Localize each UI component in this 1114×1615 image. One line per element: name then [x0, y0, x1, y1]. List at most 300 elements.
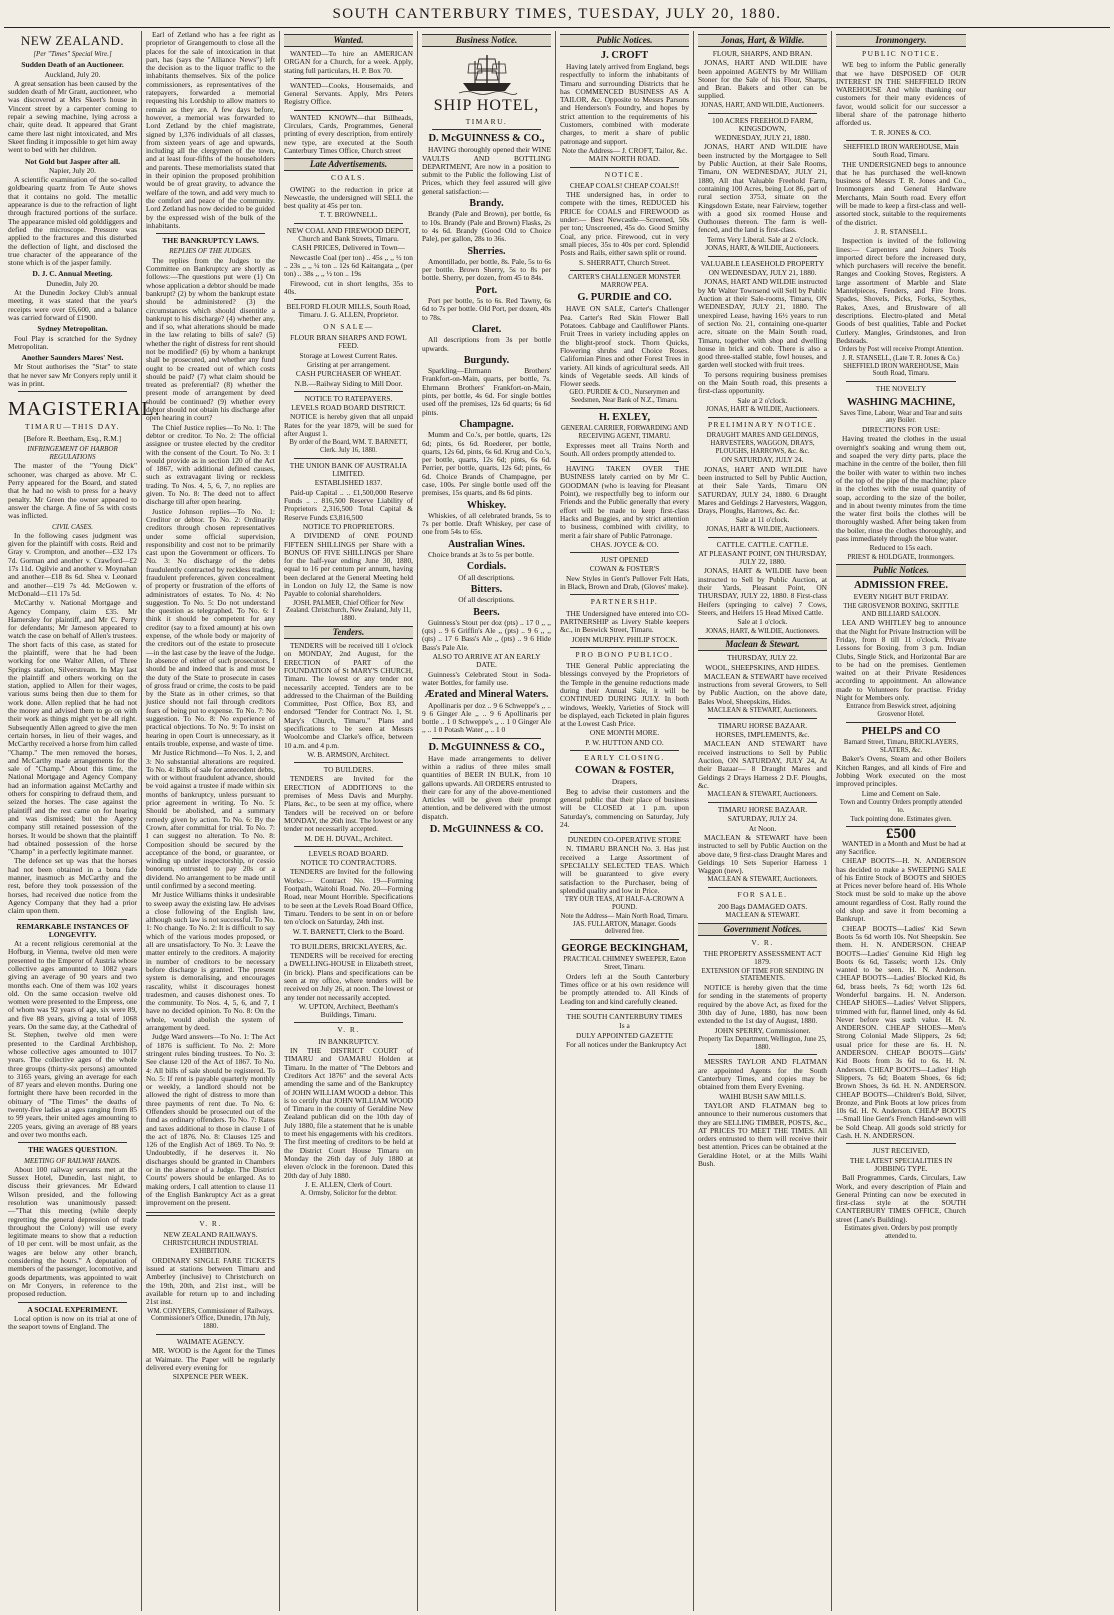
- divider: [708, 256, 817, 257]
- signature: PRIEST & HOLDGATE, Ironmongers.: [847, 553, 955, 561]
- ad-line: Town and Country Orders promptly attended to.: [839, 798, 963, 814]
- ad-items: FLOUR BRAN SHARPS AND FOWL FEED.: [290, 333, 407, 351]
- ad-subheading: THE GROSVENOR BOXING, SKITTLE AND BILLIARD SALOON.: [843, 602, 959, 618]
- ad-heading: CHEAP COALS! CHEAP COALS!!: [569, 180, 680, 190]
- heading-australian-wines: Australian Wines.: [448, 538, 525, 550]
- divider: [432, 129, 541, 130]
- divider: [708, 113, 817, 114]
- capital-list: Paid-up Capital .. .. £1,500,000 Reserve Funds .. .. 816,500 Reserve Liability of Proprietors 2,316,500 Total Capital & Reserve Funds £3,816,500: [284, 487, 413, 522]
- signature: JONAS, HART, AND WILDIE, Auctioneers.: [700, 101, 825, 109]
- divider: [708, 718, 817, 719]
- price-list: Newcastle Coal (per ton) .. 45s ,, ,, ½ ton .. 23s ,, ,, ¼ ton .. 12s 6d Kaitangata ,, (per ton) .. 38s ,, ,, ½ ton .. 19s: [284, 252, 413, 279]
- advertiser-name: G. PURDIE and CO.: [577, 292, 672, 304]
- ad-text: NOTICE is hereby given that all unpaid Rates for the year 1879, will be sued for after August 1.: [284, 412, 413, 438]
- price-list: Sparkling—Ehrmann Brothers' Frankfort-on-Main, quarts, per bottle, 7s. Ehrmann Brothers' Frankfort-on-Main, pints, per bottle, 4s 6d. For single bottles used off the premises, 12s 6d quarts; 6s 6d pints.: [422, 366, 551, 417]
- ad-line: Terms Very Liberal. Sale at 2 o'clock.: [706, 234, 819, 244]
- section-public-notices: Public Notices.: [560, 34, 689, 47]
- ad-text: Having lately arrived from England, begs respectfully to inform the inhabitants of Timaru and surrounding Districts that he has COMMENCED BUSINESS AS A TAILOR, &c. Opposite to Messrs Parsons and Henderson's Foundry, and hopes by strict attention to the requirements of his Customers, combined with moderate charges, to merit a share of public patronage and support.: [560, 62, 689, 146]
- article-text: Judge Ward answers—To No. 1: The Act of 1876 is sufficient. To No. 2: More stringent rules binding trustees. To No. 3: See clause 120 of the Act of 1867. To No. 4: All bills of sale should be registered. To No. 5: If rent is payable quarterly monthly or weekly, a landlord should not be allowed the right of distress to more than three payments of rent due. To No. 6: Offenders should be prosecuted out of the fund as ordinary offenders. To No. 7: Rates and taxes additional to those in clause 1 of the act of 1876. No. 8: Clauses 125 and 126 of the English Act of 1869. To No. 9: Undoubtedly, if he deserves it. No discharges should be granted in Chambers or in the absence of a Judge. The District Courts' powers should be enlarged. As to making orders, I call attention to clause 11 of the English Bankruptcy Act as a great improvement on the present.: [146, 1032, 275, 1208]
- divider: [708, 1054, 817, 1055]
- article-text: In the following cases judgment was given for the plaintiff with costs. Reid and Gray v. Crompton, and another—£32 17s 7d. Gorman and another v. Crawford—£2 17s 11d. Ogilvie and another v. Moynahan and another—£18 8s 6d. Shea v. Leonard and another—£19 7s 4d. McGowen v. McDonald—£11 17s 5d.: [8, 530, 137, 598]
- divider: [846, 722, 956, 723]
- signature: A. Ormsby, Solicitor for the debtor.: [300, 1190, 397, 1198]
- ad-line: Estimates given. Orders by post promptly attended to.: [844, 1225, 958, 1240]
- proprietor-name: D. McGUINNESS & CO.: [429, 824, 544, 836]
- heading-whiskey: Whiskey.: [466, 499, 507, 511]
- masthead: SOUTH CANTERBURY TIMES, TUESDAY, JULY 20, 1880.: [332, 6, 782, 22]
- ad-heading: JUST OPENED: [600, 555, 649, 565]
- ad-heading: JUST RECEIVED,: [872, 1146, 930, 1156]
- ad-heading: PARTNERSHIP.: [590, 597, 659, 607]
- ad-text: JONAS, HART AND WILDIE have been instructed to Sell by Public Auction, at their Sale Yards, Timaru ON SATURDAY, JULY 24, 1880. 6 Draught Mares and Geldings 2 Harvesters, Waggon, Drays, Ploughs, Harrows, &c. &c.: [698, 464, 827, 516]
- ad-text: MACLEAN AND STEWART have received instructions to Sell by Public Auction, ON SATURDAY, JULY 24, At their Bazaar— 8 Draught Mares and Geldings 2 Drays Harness 2 D.F. Ploughs, &c.: [698, 739, 827, 790]
- section-maclean-stewart: Maclean & Stewart.: [698, 638, 827, 651]
- divider: [570, 270, 679, 271]
- heading-waimate: WAIMATE AGENCY.: [176, 1336, 245, 1346]
- ad-line: TRY OUR TEAS, AT HALF-A-CROWN A POUND.: [564, 896, 685, 912]
- price-list: Amontillado, per bottle, 8s. Pale, 5s to 6s per bottle. Brown Sherry, 5s to 8s per bottle. Sherry, per dozen, from 45 to 84s.: [422, 256, 551, 283]
- ad-heading: DULY APPOINTED GAZETTE: [575, 1030, 674, 1040]
- heading-social: A SOCIAL EXPERIMENT.: [27, 1304, 118, 1314]
- ad-text: TENDERS will be received for erecting a DWELLING-HOUSE in Elizabeth street, (in brick). Plans and specifications can be seen at my office, where tenders will be received on July 26, at noon. The lowest or any tender not necessarily accepted.: [284, 951, 413, 1002]
- vr-mark: V. R.: [199, 1218, 222, 1228]
- ad-heading: THE LATEST SPECIALITIES IN JOBBING TYPE.: [849, 1155, 953, 1173]
- heading-beers: Beers.: [473, 606, 500, 618]
- heading-port: Port.: [475, 284, 498, 296]
- advertiser-name: PHELPS and CO: [861, 725, 941, 737]
- ad-date: AT PLEASANT POINT, ON THURSDAY, JULY 22, 1880.: [698, 548, 827, 567]
- divider: [146, 1212, 275, 1216]
- ad-text: TAYLOR AND FLATMAN beg to announce to their numerous customers that they are SELLING TIMBER, POSTS, &c., AT PRICES TO MEET THE TIMES. All orders entrusted to them will receive their best attention. Prices can be obtained at the Geraldine Hotel, or at the Mills Waihi Bush.: [698, 1100, 827, 1169]
- ad-heading: FLOUR, SHARPS, AND BRAN.: [712, 49, 813, 58]
- ad-heading: WASHING MACHINE,: [847, 396, 955, 408]
- divider: [294, 939, 403, 940]
- divider: [846, 381, 956, 382]
- divider: [570, 939, 679, 940]
- ad-text: JONAS, HART AND WILDIE instructed by Mr Walter Townsend will Sell by Public Auction at their Sale-rooms, Timaru, ON WEDNESDAY, JULY 21, 1880. The unexpired Lease, having 16½ years to run of section No. 21, containing one-quarter acre, situate on the Main South road, Timaru, together with shop and dwelling house in brick and cob. There is also a good three-stalled stable, fowl houses, and garden well stocked with fruit trees.: [698, 277, 827, 370]
- ad-text: New Styles in Gent's Pullover Felt Hats, in Black, Brown and Drab, (Gloves' make).: [560, 573, 689, 592]
- signature: J. R. STANSELL, (Late T. R. Jones & Co.) SHEFFIELD IRON WAREHOUSE, Main South Road, Timaru.: [842, 354, 960, 378]
- divider: [570, 647, 679, 648]
- article-text: McCarthy v. National Mortgage and Agency Company, claim £35. Mr Hamersley for plaintiff, and Mr C. Perry for defendants; Mr Jameson appeared to watch the case on behalf of Allen's trustees. The short facts of this case, as stated for the plaintiff, were that he had been working for one Walter Allen, of Three Springs station, Silverstream. In May last the plaintiff and others working on the station, applied to Allen for their wages, various sums being then due to them for work done. Allen replied that he had not the money and advised them to go on with their work as things might yet be all right. Subsequently Allen agreed to give the men certain horses, in lieu of their wages, and McCarthy received a horse from him called "Champ." The men removed the horses, and McCarthy made arrangements for the sale of "Champ." About this time, the National Mortgage and Agency Company had an information against McCarthy and others for conspiring to defraud them, and seized the horses. The case against the plaintiff and the rest came on for hearing and was dismissed; but the Agency company still retained possession of the horses. It would be shown that the plaintiff had obtained possession of the horse "Champ" in a perfectly legitimate manner.: [8, 598, 137, 857]
- signature: S. SHERRATT, Church Street.: [578, 257, 670, 267]
- ad-heading: THE SOUTH CANTERBURY TIMES: [566, 1012, 683, 1021]
- signature: MACLEAN & STEWART, Auctioneers.: [707, 791, 818, 799]
- heading-new-zealand: NEW ZEALAND.: [20, 33, 125, 48]
- ad-line: Lime and Cement on Sale.: [861, 788, 941, 798]
- ad-heading: TIMARU HORSE BAZAAR.: [717, 805, 808, 815]
- article-text: A great sensation has been caused by the sudden death of Mr Grant, auctioneer, who was discovered at Mrs Skeet's house in Vincent street by a carpenter coming to repair a sewing machine, lying across a chair, quite dead. It appeared that Grant came there last night intoxicated, and Mrs Skeet finding it impossible to get him away went to bed with her children.: [8, 78, 137, 155]
- signature: GEO. PURDIE & CO., Nurserymen and Seedsmen, Near Bank of N.Z., Timaru.: [569, 389, 680, 405]
- signature: P. W. HUTTON AND CO.: [585, 737, 664, 747]
- subheading: MEETING OF RAILWAY HANDS.: [24, 1156, 121, 1165]
- headline-saunders: Another Saunders Mares' Nest.: [21, 353, 124, 363]
- ad-text: Orders left at the South Canterbury Times office or at his own residence will be promptly attended to. All Kinds of Leading ton and kind carefully cleaned.: [560, 971, 689, 1006]
- divider: [294, 223, 403, 224]
- ad-text: Expresses meet all Trains North and South. All orders promptly attended to.: [560, 440, 689, 458]
- divider: [294, 391, 403, 392]
- article-text: At the Dunedin Jockey Club's annual meeting, it was stated that the year's receipts were over £6,600, and a balance was carried forward of £1900.: [8, 288, 137, 322]
- ad-heading: PUBLIC NOTICE.: [861, 49, 941, 58]
- ad-line: Property Tax Department, Wellington, June 25, 1880.: [698, 1035, 827, 1051]
- ad-heading: DUNEDIN CO-OPERATIVE STORE: [567, 835, 682, 845]
- divider: [846, 1143, 956, 1144]
- ad-text: MACLEAN & STEWART have been instructed to sell by Public Auction on the above date, 9 first-class Draught Mares and Geldings 10 Sets Superior Harness 1 Waggon (new).: [698, 832, 827, 876]
- column-6: [694, 31, 832, 1611]
- ad-text: THE undersigned has, in order to compete with the times, REDUCED his PRICE for COALS and FIREWOOD as under:— Best Newcastle—Screened, 50s per ton; Unscreened, 45s do. Good Smithy Coal, any price. Firewood, cut in very small pieces, 35s to 40s per cord. Splendid Posts and Rails, either sawn split or round.: [560, 190, 689, 258]
- ad-date: SATURDAY, JULY 24.: [727, 814, 798, 824]
- vr-mark: V. R.: [337, 1025, 360, 1035]
- ad-text: WANTED in a Month and Must be had at any Sacrifice.: [836, 838, 966, 856]
- ad-subheading: DIRECTIONS FOR USE:: [861, 425, 941, 435]
- ad-text: THE Undersigned have entered into CO-PARTNERSHIP as Livery Stable keepers &c., in Beswick Street, Timaru.: [560, 608, 689, 635]
- ad-heading: BELFORD FLOUR MILLS, South Road, Timaru. J. G. ALLEN, Proprietor.: [286, 302, 411, 320]
- ad-subheading: EVERY NIGHT BUT FRIDAY.: [853, 592, 949, 602]
- ad-heading: FOR SALE.: [737, 890, 788, 900]
- ad-text: WE beg to inform the Public generally that we have DISPOSED OF OUR INTEREST IN THE SHEFFIELD IRON WAREHOUSE And while thanking our customers for their many evidences of favor, would solicit for our successor a liberal share of the patronage hitherto afforded us.: [836, 60, 966, 128]
- divider: [294, 846, 403, 847]
- ad-subheading: Drapers,: [611, 777, 638, 787]
- article-text: At a recent religious ceremonial at the Hofburg, in Vienna, twelve old men were presented to the Emperor of Austria whose collective ages amounted to 1082 years giving an average of 90 years and two months each. One of them was 102 years old. On the same occasion twelve old women were presented to the Empress, one of whom was 92 years of age, six were 89, and five 88 years, giving a total of 1068 years. On the same day, at the Cathedral of St. Stephen, twelve old men were presented to the Cardinal Archbishop, whose collective ages amounted to 1017 years. The collective ages of the whole three groups (thirty-six persons) amounted to 3165 years, giving an average for each of 87 years and eleven months. During one fortnight there have been recorded in the obituary of "The Times" the deaths of twenty-five ladies at ages ranging from 85 to 99 years, their united ages amounting to 2205 years, giving an average of 88 years and over two months each.: [8, 939, 137, 1139]
- signature: MACLEAN & STEWART.: [725, 911, 800, 919]
- article-text: Mr Stout authorises the "Star" to state that he never saw Mr Conyers reply until it was in print.: [8, 362, 137, 388]
- divider: [570, 832, 679, 833]
- ad-text: WANTED—Cooks, Housemaids, and General Servants. Apply, Mrs Peters Registry Office.: [284, 80, 413, 107]
- ad-date: ON SATURDAY, JULY 24.: [721, 455, 804, 465]
- ad-line: N.B.—Railway Siding to Mill Door.: [294, 378, 403, 388]
- ad-heading: ADMISSION FREE.: [854, 580, 948, 592]
- ad-subheading: EXTENSION OF TIME FOR SENDING IN STATEMENTS.: [701, 967, 824, 983]
- heading-aerated-waters: Ærated and Mineral Waters.: [424, 689, 549, 701]
- ad-text: CHEAP BOOTS—H. N. ANDERSON has decided to make a SWEEPING SALE of his Entire Stock of BOOTS and SHOES at Prices never before heard of. His Whole Stock must be sold to make up the above amount regardless of Cost. Rally round the old shop and save it from becoming a Bankrupt.: [836, 856, 966, 924]
- ad-text: JONAS, HART AND WILDIE have been instructed by the Mortgagee to Sell by Public Auction, at their Sale Rooms, Timaru, ON WEDNESDAY, JULY 21, 1880, All that Valuable Freehold Farm, containing 100 Acres, being Lot 86, part of rural section 3753, situate on the Kingsdown Estate, near Fairview, together with a good six roomed House and Outhouses thereon. The farm is well-fenced, and the land is first-class.: [698, 142, 827, 235]
- ad-heading: SHEFFIELD IRON WAREHOUSE, Main South Road, Timaru.: [843, 143, 959, 159]
- subheading: CHRISTCHURCH INDUSTRIAL EXHIBITION.: [163, 1240, 258, 1255]
- price-list: Whiskies, of all celebrated brands, 5s to 7s per bottle. Draft Whiskey, per case of one from 54s to 65s.: [422, 510, 551, 537]
- ad-text: MACLEAN & STEWART have received instructions from several Growers, to Sell by Public Auction, on the above date, Bales Wool, Sheepskins, Hides.: [698, 671, 827, 706]
- ad-text: TENDERS are Invited for the ERECTION of ADDITIONS to the premises of Mess Davis and Murphy. Plans, &c., to be seen at my office, where Tenders will be received on or before MONDAY, the 26th inst. The lowest or any tender not necessarily accepted.: [284, 774, 413, 834]
- divider: [570, 1009, 679, 1010]
- column-3: [280, 31, 418, 1611]
- divider: [570, 461, 679, 462]
- signature: JONAS, HART & WILDIE, Auctioneers.: [706, 405, 819, 413]
- ad-text: TENDERS will be received till 1 o'clock on MONDAY, 2nd August, for the ERECTION of PART of the FOUNDATION of St MARY'S CHURCH, Timaru. The lowest or any tender not necessarily accepted. Tenders are to be addressed to the Chairman of the Building Committee, Post Office, Box 83, and endorsed "Tender for Contract No. 1, St. Mary's Church, Timaru." Plans and specifications to be seen at Messrs Woolcombe and Clarke's office, between 10 a.m. and 4 p.m.: [284, 641, 413, 750]
- divider: [708, 537, 817, 538]
- ad-heading: THE PROPERTY ASSESSMENT ACT 1879.: [703, 948, 822, 967]
- section-late-ads: Late Advertisements.: [284, 158, 413, 171]
- ad-text: JONAS, HART & WILDIE have been instructed to Sell by Public Auction, at their Yards, Pleasant Point, ON THURSDAY, JULY 22, 1880. 8 First-class Heifers (springing to calve) 7 Cows, Steers, and Heifers 15 Head Mixed Cattle.: [698, 566, 827, 617]
- ship-hotel-title: SHIP HOTEL,: [433, 97, 540, 114]
- amount-headline: £500: [886, 826, 916, 843]
- signature: T. R. JONES & CO.: [870, 127, 932, 137]
- divider: [156, 1334, 265, 1335]
- ad-line: Storage at Lowest Current Rates.: [299, 350, 398, 360]
- ad-line: Sale at 2 o'clock.: [737, 395, 788, 405]
- ad-heading: NOTICE.: [604, 169, 645, 179]
- ad-heading: EARLY CLOSING.: [584, 753, 665, 763]
- heading-sherries: Sherries.: [467, 245, 506, 257]
- signature: JONAS, HART, & WILDIE, Auctioneers.: [705, 627, 820, 635]
- ad-heading: COWAN & FOSTER'S: [589, 564, 660, 574]
- ad-text: Firewood, cut in short lengths, 35s to 40s.: [284, 278, 413, 296]
- ad-text: WANTED—To hire an AMERICAN ORGAN for a Church, for a week. Apply, stating full particulars, H. P. Box 70.: [284, 49, 413, 75]
- divider: [570, 750, 679, 751]
- notice-text: MR. WOOD is the Agent for the Times at Waimate. The Paper will be regularly delivered every evening for: [146, 1346, 275, 1372]
- ad-text: Guinness's Celebrated Stout in Soda-water Bottles, for family use.: [422, 669, 551, 687]
- advertiser-name: H. EXLEY,: [598, 411, 651, 423]
- heading-magisterial: MAGISTERIAL.: [8, 398, 161, 421]
- ad-subheading: NOTICE TO CONTRACTORS.: [300, 858, 397, 868]
- divider: [294, 762, 403, 763]
- ad-line: 200 Bags DAMAGED OATS.: [717, 901, 808, 911]
- column-1: [4, 31, 161, 1611]
- ad-subheading: Barnard Street, Timaru, BRICKLAYERS, SLATERS, &c.: [843, 738, 959, 754]
- heading-railways: NEW ZEALAND RAILWAYS.: [163, 1229, 258, 1239]
- heading-claret: Claret.: [471, 323, 502, 335]
- article-text: Justice Johnson replies—To No. 1: Creditor or debtor. To No. 2: Ordinarily creditors through chosen representatives under some official supervision, responsibility and cost not to be primarily cast upon the Government or officers. To No. 3: No discharge of the debts fraudulently contracted by reckless trading, fraudulent preferences, given concealment of property or frustration of the efforts of administrators of estates. To No. 4: No suggestion. To No. 5: Do not understand the question as telegraphed. To No. 6: I think it should be competent for any creditor (say to a fixed amount) at his own expense, of the whole body or majority of the creditors out of the estate to prosecute—in the last case by the leave of the Judge. In absence of either of such prosecutors, I should be and indeed that is and must be the duty of the State to prosecute in cases of gross fraud or crime, the costs to be paid by the State as in other crimes, so that justice should not fail through creditors fears of being put to expense. To No. 7: No suggestion. To No. 8: No experience of practical objections. To No. 9: To insist on hearing in open Court is unnecessary, as it entails trouble, expense, and waste of time.: [146, 506, 275, 748]
- section-public-notices: Public Notices.: [836, 564, 966, 577]
- price-list: Of all descriptions.: [458, 595, 515, 605]
- divider: [570, 594, 679, 595]
- divider: [18, 1142, 127, 1143]
- ad-heading: TO BUILDERS, BRICKLAYERS, &c.: [290, 941, 407, 951]
- ad-line: Is a: [619, 1021, 630, 1031]
- article-text: About 100 railway servants met at the Sussex Hotel, Dunedin, last night, to discuss their grievances. Mr Edward Wilson presided, and the following resolution was unanimously passed:—"That this meeting (while deeply regretting the general depression of trade throughout the Colony) will use every legitimate means to show that a reduction of 10 per cent. will be most unfair, as the wages are below any other branch, considering the hours." A deputation of members of the passenger, locomotive, and goods departments, was appointed to wait on Mr Conyers, in reference to the proposed reduction.: [8, 1164, 137, 1299]
- article-text: A scientific examination of the so-called goldbearing quartz from Te Aute shows that it contains no gold. The metallic appearance is due to the refraction of light through fractured portions of the surface. The appearance misled old golddiggers and defied the microscope. Pressure was applied to the fractures and this disturbed the deflection of light, and disclosed the true character of the appearance of the stone which is of the jasper family.: [8, 175, 137, 268]
- divider: [294, 299, 403, 300]
- article-text: Foul Play is scratched for the Sydney Metropolitan.: [8, 333, 137, 351]
- article-text: Mr Justice Richmond—To Nos. 1, 2, and 3: No substantial alterations are required. To No. 4: Bills of sale for antecedent debts, with or without fraudulent advance, should be void against a trustee if made within six months of bankruptcy, unless pursuant to prior agreement in writing. To No. 5: Should be abolished, and a summary remedy given by action. To No. 6: By the Crown, after committal for trial. To No. 7: I can suggest no alteration. To No. 8: Composition should be secured by the acceptance of the bond, or guarantee, or winding up under inspectorship, or cessio bonorum, entrusted to pay 20s or a dividend. No arrangement to be made until until confirmed by a second meeting.: [146, 748, 275, 890]
- ad-heading: HORSES, IMPLEMENTS, &c.: [715, 730, 810, 740]
- ad-text: HAVING TAKEN OVER THE BUSINESS lately carried on by Mr C. GOODMAN (who is leaving for Pleasant Point), we respectfully beg to inform our Friends and the Public generally that every effort will be made to keep first-class Hacks and Buggies, and by strict attention to business, combined with civility, to merit a fair share of Public Patronage.: [560, 464, 689, 540]
- ad-heading: DRAUGHT MARES AND GELDINGS, HARVESTERS, WAGGON, DRAYS, PLOUGHS, HARROWS, &c. &c.: [706, 431, 819, 455]
- ad-heading: TIMARU HORSE BAZAAR.: [717, 720, 808, 730]
- ad-line: Reduced to 15s each.: [869, 543, 933, 553]
- subheading: CIVIL CASES.: [51, 522, 94, 531]
- ad-text: Baker's Ovens, Steam and other Boilers Kitchen Ranges, and all kinds of Fire and Jobbing Work executed on the most improved principles.: [836, 754, 966, 789]
- ad-text: Beg to advise their customers and the general public that their place of business will be CLOSED at 1 p.m. upon Saturday's, commencing on Saturday, July 24.: [560, 786, 689, 829]
- ad-text: NOTICE is hereby given that the time for sending in the statements of property required by the above Act, as fixed for the 30th day of June, 1880, has now been extended to the 1st day of August, 1880.: [698, 983, 827, 1026]
- divider: [570, 408, 679, 409]
- article-text: The defence set up was that the horses had not been obtained in a bona fide manner, inasmuch as McCarthy and the rest, before they took possession of the horses, had received due notice from the Agency Company that they had a prior claim upon them.: [8, 856, 137, 916]
- signature: W. B. ARMSON, Architect.: [307, 749, 390, 759]
- ad-text: THE UNDERSIGNED begs to announce that he has purchased the well-known business of Messrs T. R. Jones and Co., Ironmongers and General Hardware Merchants, Main South road. Every effort will be made to keep a first-class and well-assorted stock, suitable to the requirements of the district.: [836, 159, 966, 227]
- signature: J. R. STANSELL.: [874, 226, 928, 236]
- ad-text: A DIVIDEND of ONE POUND FIFTEEN SHILLINGS per Share with a BONUS OF FIVE SHILLINGS per Share for the half-year ending June 30, 1880, equal to 16 per centum per annum, having been declared at the General Meeting held in London on July 12, the Same is now Payable to colonial shareholders.: [284, 531, 413, 599]
- signature: J. E. ALLEN, Clerk of Court.: [304, 1179, 393, 1189]
- article-text: Mr Justice Williams thinks it undesirable to sweep away the existing law. He advises a close following of the English law, although such law is not successful. To No. 1: No change. To No. 2: It is difficult to say which of the various modes proposed, or all are unsatisfactory. To No. 3: Leave the matter entirely to the creditors. A majority in number of creditors to be necessary before discharge is granted. The present system is demoralising, and encourages rascality, whilst it discourages honest tradesmen, and causes dishonest ones. To the community. To Nos. 4, 5, 6, and 7, I have no decided opinion. To No. 8: On the whole, would abolish the system of arrangement by deed.: [146, 890, 275, 1033]
- divider: [156, 233, 265, 234]
- article-text: The Chief Justice replies—To No. 1: The debtor or creditor. To No. 2: The official assignee or trustee elected by the creditor with the consent of the Court. To No. 3: I would provide as in section 120 of the Act of 1867, with additional defined causes, such as extravagant living or reckless trading. To Nos. 4, 5, 6, 7, no replies are given. To No. 8: The deed not to affect discharge till after open hearing.: [146, 422, 275, 507]
- ad-subheading: ON SALE—: [323, 321, 374, 331]
- masthead-rule: [4, 27, 1110, 28]
- signature: JONAS, HART, & WILDIE, Auctioneers.: [705, 245, 820, 253]
- section-jonas-hart-wildie: Jonas, Hart, & Wildie.: [698, 34, 827, 47]
- article-text: The master of the "Young Dick" schooner, was charged as above. Mr C. Perry appeared for the Board, and stated that he had no wish to press for a heavy penalty. Mr Green the owner appeared to answer the charge. A fine of 5s with costs was inflicted.: [8, 461, 137, 521]
- ad-subheading: Saves Time, Labour, Wear and Tear and suits any Boiler.: [839, 409, 963, 425]
- heading-wages: THE WAGES QUESTION.: [27, 1145, 118, 1155]
- ad-text: CHEAP BOOTS—Ladies' Kid Sewn Boots 5s 6d worth 10s. Not Sheepskin. See them. H. N. ANDERSON. CHEAP BOOTS—Ladies' Genuine Kid High leg Boots 6s 6d, Tassels; worth 12s. Only wanted to be seen. H. N. Anderson. CHEAP BOOTS—Ladies' Blocked Kid, 8s 6d, brass heels, 7s 6d; worth 12s 6d. Wonderful bargains. H. N. Anderson. CHEAP SHOES—Ladies' Velvet Slippers, trimmed with fur, flannel lined, only 4s 6d. Never before was such value. H. N. ANDERSON. CHEAP SHOES—Men's Strong Colonial Made Slippers, 2s 6d; usual price for these are 6s. H. N. ANDERSON. CHEAP BOOTS—Girls' Kid Boots from 3s 6d to 6s. H. N. Anderson. CHEAP BOOTS—Ladies' High Slippers, 7s 6d; Boatem Shoes, 6s 6d; Brown Shoes, 3s 6d. H. N. ANDERSON. CHEAP BOOTS—Children's Bold, Silver, Bronze, and Pink Boots at low prices from 10s 6d. H. N. Anderson. CHEAP BOOTS—Small line Gent's French Hand-sewn will be Sold Cheap. All goods sold strictly for Cash. H. N. ANDERSON.: [836, 923, 966, 1141]
- divider: [18, 391, 127, 392]
- ad-heading: NOTICE TO RATEPAYERS.: [304, 393, 393, 403]
- divider: [294, 110, 403, 111]
- price-list: Of all descriptions.: [458, 572, 515, 582]
- ad-date: THURSDAY, JULY 22.: [727, 653, 798, 663]
- signature: W. UPTON, Architect, Beetham's Buildings, Timaru.: [298, 1001, 399, 1020]
- heading-coals: COALS.: [330, 173, 367, 183]
- signature: JOHN MURPHY. PHILIP STOCK.: [571, 634, 678, 644]
- subheading: INFRINGEMENT OF HARBOR REGULATIONS: [27, 444, 118, 462]
- price-list: Choice brands at 3s to 5s per bottle.: [428, 550, 534, 560]
- ad-line: Orders by Post will receive Prompt Attention.: [838, 346, 964, 354]
- divider: [570, 552, 679, 553]
- article-text: The replies from the Judges to the Committee on Bankruptcy are shortly as follows:—The questions put were (1) On whose application a debtor should be made bankrupt? (2) by whom the bankrupt estate should be administered? (3) the circumstances which should disentitle a bankrupt to his discharge? (4) whether any, and if so, what alterations should be made in the law relating to bills of sale? (5) whether the right of distress for rent should not be modified? (6) by whom a bankrupt shall be prosecuted, and whether any fund ought to be created out of which costs should be paid? (7) what claim should be treated as preferential? (8) whether the present mode of arrangement by deed should be continued? (9) whether every debtor should not obtain his discharge after open hearing in court?: [146, 255, 275, 423]
- signature: CHAS. JOYCE & CO.: [590, 539, 659, 549]
- ad-heading: NEW COAL AND FIREWOOD DEPOT, Church and Bank Streets, Timaru.: [286, 225, 411, 244]
- ad-text: HAVE ON SALE, Carter's Challenger Pea. Carter's Red Skin Flower Ball Potatoes. Cabbage and Cauliflower Plants. Fruit Trees in variety including apples on the blight-proof stock. Thorn Quicks, Flowering shrubs and Choice Roses. Californian Pines and other Forest Trees in variety. All kinds of agricultural seeds. All kinds of Vegetable seeds. All kinds of Flower seeds.: [560, 304, 689, 389]
- ad-heading: THE UNION BANK OF AUSTRALIA LIMITED.: [289, 460, 408, 479]
- signature: By order of the Board, WM. T. BARNETT, Clerk. July 16, 1880.: [289, 439, 408, 455]
- ad-line: Gristing at per arrangement.: [306, 359, 391, 369]
- headline-sudden-death: Sudden Death of an Auctioneer.: [21, 60, 124, 70]
- price-list: Port per bottle, 5s to 6s. Red Tawny, 6s 6d to 7s per bottle. Old Port, per dozen, 40s to 78s.: [422, 296, 551, 322]
- ad-heading: IN BANKRUPTCY.: [318, 1036, 379, 1046]
- ad-heading: TO BUILDERS.: [323, 765, 374, 775]
- ad-text: Inspection is invited of the following lines:— Carpenters and Joiners Tools imported direct before the increased duty, which purchasers will receive the benefit. Ranges and Cooking Stoves, Registers. A large assortment of Marble and Slate Mantelpieces, Fenders, and Fire Irons. Spades, Shovels, Picks, Forks, Scythes, Rakes, Axes, and Brushware of all descriptions. Electro-plated and Metal Goods of best qualities, Table and Pocket Cutlery. Mangles, Grindstones, and Iron Bedsteads.: [836, 236, 966, 345]
- divider: [432, 738, 541, 739]
- divider: [708, 802, 817, 803]
- heading-bitters: Bitters.: [470, 583, 503, 595]
- ad-date: ON WEDNESDAY, JULY 21, 1880.: [708, 268, 817, 278]
- section-government-notices: Government Notices.: [698, 923, 827, 936]
- section-tenders: Tenders.: [284, 626, 413, 639]
- signature: Note the Address— Main North Road, Timaru. JAS. FULLARTON, Manager. Goods delivered free.: [560, 912, 689, 936]
- divider: [294, 1022, 403, 1023]
- ad-line: Tuck pointing done. Estimates given.: [850, 815, 952, 823]
- wire-credit: [Per "Times" Special Wire.]: [33, 50, 112, 58]
- ad-text: MESSRS TAYLOR AND FLATMAN are appointed Agents for the South Canterbury Times, and copies may be obtained from them Every Evening.: [698, 1057, 827, 1092]
- divider: [18, 1302, 127, 1303]
- ad-subheading: ALSO TO ARRIVE AT AN EARLY DATE.: [432, 652, 541, 670]
- ad-text: OWING to the reduction in price at Newcastle, the undersigned will SELL the best quality at 45s per ton.: [284, 184, 413, 211]
- ad-line: At Noon.: [748, 823, 777, 833]
- heading-bankruptcy: THE BANKRUPTCY LAWS.: [162, 236, 259, 246]
- ad-text: To persons requiring business premises on the Main South road, this presents a first-class opportunity.: [698, 369, 827, 396]
- ad-heading: PRO BONO PUBLICO.: [575, 649, 674, 659]
- section-business-notice: Business Notice.: [422, 34, 551, 47]
- advertiser-name: GEORGE BECKINGHAM,: [561, 943, 688, 955]
- section-wanted: Wanted.: [284, 34, 413, 47]
- columns: [4, 31, 1110, 1611]
- divider: [294, 458, 403, 459]
- heading-champagne: Champagne.: [459, 418, 514, 430]
- notice-text: ORDINARY SINGLE FARE TICKETS issued at stations between Timaru and Amberley (inclusive) to Christchurch on the 19th, 20th, and 21st inst., will be available for return up to and including 21st inst.: [146, 1255, 275, 1307]
- before-line: [Before R. Beetham, Esq., R.M.]: [23, 433, 122, 443]
- ad-subheading: CASH PRICES, Delivered in Town—: [292, 243, 405, 253]
- ad-text: JONAS, HART AND WILDIE have been appointed AGENTS by Mr William Stoner for the Sale of his Flour, Sharps, and Bran. Bakers and other can be supplied.: [698, 58, 827, 101]
- subheading: TIMARU—THIS DAY.: [24, 422, 121, 432]
- headline-sydney: Sydney Metropolitan.: [37, 324, 108, 334]
- ad-subheading: NOTICE TO PROPRIETORS.: [302, 521, 395, 531]
- ad-heading: LEVELS ROAD BOARD DISTRICT.: [291, 403, 406, 413]
- ad-line: CASH PURCHASER OF WHEAT.: [295, 369, 402, 379]
- heading-burgundy: Burgundy.: [463, 354, 510, 366]
- column-5: [556, 31, 694, 1611]
- ad-line: ONE MONTH MORE.: [589, 728, 660, 738]
- proprietor-name: D. McGUINNESS & CO.,: [428, 133, 545, 145]
- proprietor-name: D. McGUINNESS & CO.,: [428, 741, 545, 753]
- signature: MACLEAN & STEWART, Auctioneers.: [707, 876, 818, 884]
- signature: M. DE H. DUVAL, Architect.: [304, 833, 393, 843]
- price-list: Brandy (Pale and Brown), per bottle, 6s to 10s. Brandy (Pale and Brown) Flasks, 2s to 4s 6d. Brandy (Good Old to Choice Pale), per gallon, 28s to 36s.: [422, 209, 551, 244]
- ad-subheading: PRACTICAL CHIMNEY SWEEPER, Eaton Street, Timaru.: [563, 956, 686, 972]
- article-text: Earl of Zetland who has a fee right as proprietor of Grangemouth to close all the places for the sale of intoxication in that part, has (says the "Alliance News") left the decision as to the liquor traffic to the inhabitants themselves. Six of the police commissioners, as representatives of the ratepayers, forwarded a memorial requesting his Lordship to allow matters to remain as they are. A few days before, however, a memorial was forwarded to Lord Zetland by the chief magistrate, signed by 1,376 individuals of all classes, from sixteen years of age and upwards, including all the clergymen of the town, and at least four-fifths of the householders and parents. These memorialists stated that in their opinion the proposed prohibition would be of great gravity, to advance the welfare of the town, and add very much to the comfort and peace of the community. Lord Zetland has now decided to be guided by the expressed wish of the bulk of the inhabitants.: [146, 30, 275, 230]
- signature: JOHN SPERRY, Commissioner.: [714, 1025, 811, 1035]
- heading-longevity: REMARKABLE INSTANCES OF LONGEVITY.: [16, 921, 129, 939]
- ad-heading: CATTLE. CATTLE. CATTLE.: [716, 539, 809, 549]
- price-line: SIXPENCE PER WEEK.: [172, 1372, 249, 1382]
- ad-heading: VALUABLE LEASEHOLD PROPERTY: [700, 258, 825, 268]
- advertiser-name: J. CROFT: [600, 50, 649, 61]
- signature: MACLEAN & STEWART, Auctioneers.: [707, 707, 818, 715]
- divider: [570, 167, 679, 168]
- ad-line: Sale at 11 o'clock.: [735, 515, 790, 525]
- article-text: Local option is now on its trial at one of the seaport towns of England. The: [8, 1313, 137, 1332]
- ad-date: WEDNESDAY, JULY 21, 1880.: [714, 133, 811, 143]
- price-list: Guinness's Stout per doz (pts) .. 17 0 ,, ,, (qts) .. 9 6 Griffin's Ale ,, (pts) .. 9 6 ,, ,, (qts) .. 17 6 Bass's Ale ,, (pts) .. 9 6 Hide Bass's Pale Ale.: [422, 617, 551, 652]
- dateline: Dunedin, July 20.: [46, 278, 99, 288]
- advertiser-name: COWAN & FOSTER,: [575, 765, 674, 777]
- heading-cordials: Cordials.: [466, 561, 507, 573]
- signature: JONAS, HART & WILDIE, Auctioneers.: [706, 525, 819, 533]
- ad-address: Note the Address— J. CROFT, Tailor, &c. MAIN NORTH ROAD.: [561, 145, 688, 164]
- headline-jasper: Not Gold but Jasper after all.: [24, 156, 121, 166]
- ad-subheading: GENERAL CARRIER, FORWARDING AND RECEIVING AGENT, TIMARU.: [560, 424, 688, 440]
- ad-text: Ball Programmes, Cards, Circulars, Law Work, and every description of Plain and General Printing can now be executed in first-class style at the SOUTH CANTERBURY TIMES OFFICE, Church street (Lane's Building).: [836, 1173, 966, 1224]
- ad-heading: 100 ACRES FREEHOLD FARM, KINGSDOWN,: [712, 115, 813, 133]
- ad-text: Having treated the clothes in the usual overnight's soaking and wrung them out, and soaped the very dirty parts, place the machine in the centre of the boiler, then fill the boiler with water to within two inches of the top of the pipe of the machine; place in the clothes with the usual quantity of soap, according to the size of the boiler, and in about twenty minutes from the time the water first boils the clothes will be thoroughly washed. After being taken from the boiler, rinse the clothes thoroughly, and pass immediately through the blue water.: [836, 434, 966, 544]
- signature: WM. CONYERS, Commissioner of Railways. Commissioner's Office, Dunedin, 17th July, 1880.: [147, 1307, 274, 1331]
- ad-text: THE General Public appreciating the blessings conveyed by the Proprietors of the Temple in the genuine reductions made during their Annual Sale, it will be CONTINUED DURING JULY. In both windows, Weekly, Varieties of Stock will be displayed, each Ticketed in plain figures at the Lowest Cash Price.: [560, 661, 689, 729]
- column-7: [832, 31, 970, 1611]
- divider: [18, 919, 127, 920]
- heading-brandy: Brandy.: [469, 198, 504, 210]
- ad-heading: THE NOVELTY: [875, 384, 927, 394]
- ad-subheading: ESTABLISHED 1837.: [314, 478, 383, 488]
- ad-text: For all notices under the Bankruptcy Act: [566, 1039, 687, 1049]
- ad-line: Entrance from Beswick street, adjoining Grosvenor Hotel.: [846, 703, 956, 719]
- ad-text: Have made arrangements to deliver within a radius of three miles small quantities of BEER IN BULK, from 10 gallons upwards. All ORDERS entrusted to their care for any of the above-mentioned Articles will be given their prompt attention, and be delivered with the utmost dispatch.: [422, 753, 551, 821]
- column-4: [418, 31, 556, 1611]
- ad-line: Sale at 1 o'clock.: [737, 617, 788, 627]
- ad-heading: LEVELS ROAD BOARD.: [308, 848, 389, 858]
- vr-mark: V. R.: [751, 937, 774, 947]
- section-ironmongery: Ironmongery.: [836, 34, 966, 47]
- signature: W. T. BARNETT, Clerk to the Board.: [292, 926, 405, 936]
- column-2: [142, 31, 280, 1611]
- divider: [294, 78, 403, 79]
- ad-heading: CARTER'S CHALLENGER MONSTER MARROW PEA.: [568, 273, 681, 289]
- ad-text: N. TIMARU BRANCH No. 3. Has just received a Large Assortment of SPECIALLY SELECTED TEAS. Which will be guaranteed to give every satisfaction to the Purchaser, being of splendid quality and low in Price.: [560, 844, 689, 895]
- price-list: Mumm and Co.'s, per bottle, quarts, 12s 6d; pints, 6s 6d. Roederer, per bottle, quarts, 12s 6d, pints, 6s 6d. Krug and Co.'s, per bottle, quarts, 12s 6d; pints, 6s 6d. Perrier, per bottle, quarts, 12s 6d; pints, 6s 6d. Choice Brands of Champagne, per case, 100s. Per single bottle used off the premises, 15s quarts, and 8s 6d pints.: [422, 430, 551, 498]
- dateline: Napier, July 20.: [49, 165, 96, 175]
- ad-text: IN THE DISTRICT COURT of TIMARU and OAMARU Holden at Timaru. In the matter of "The Debtors and Creditors Act 1876" and the several Acts amending the same and of the Bankruptcy of JOHN WILLIAM WOOD a debtor. This is to certify that JOHN WILLIAM WOOD of Timaru in the county of Geraldine New Zealand publican did on the 10th day of July 1880, file a statement that he is unable to meet his engagements with his creditors. The first meeting of creditors to be held at the District Court House Timaru on Monday the 26th day of July 1880 at eleven o'clock in the forenoon. Dated this 20th day of July 1880.: [284, 1046, 413, 1180]
- ad-text: HAVING thoroughly opened their WINE VAULTS AND BOTTLING DEPARTMENT, Are now in a position to submit to the Public the following List of Prices, which they feel assured will give general satisfaction:—: [422, 145, 551, 196]
- ship-hotel-town: TIMARU.: [465, 117, 508, 126]
- dateline: Auckland, July 20.: [44, 69, 101, 79]
- ad-text: WANTED KNOWN—that Billheads, Circulars, Cards, Programmes, General printing of every description, from entirely new type, are executed at the South Canterbury Times Office, Church street: [284, 112, 413, 155]
- ad-heading: WAIHI BUSH SAW MILLS.: [719, 1091, 806, 1101]
